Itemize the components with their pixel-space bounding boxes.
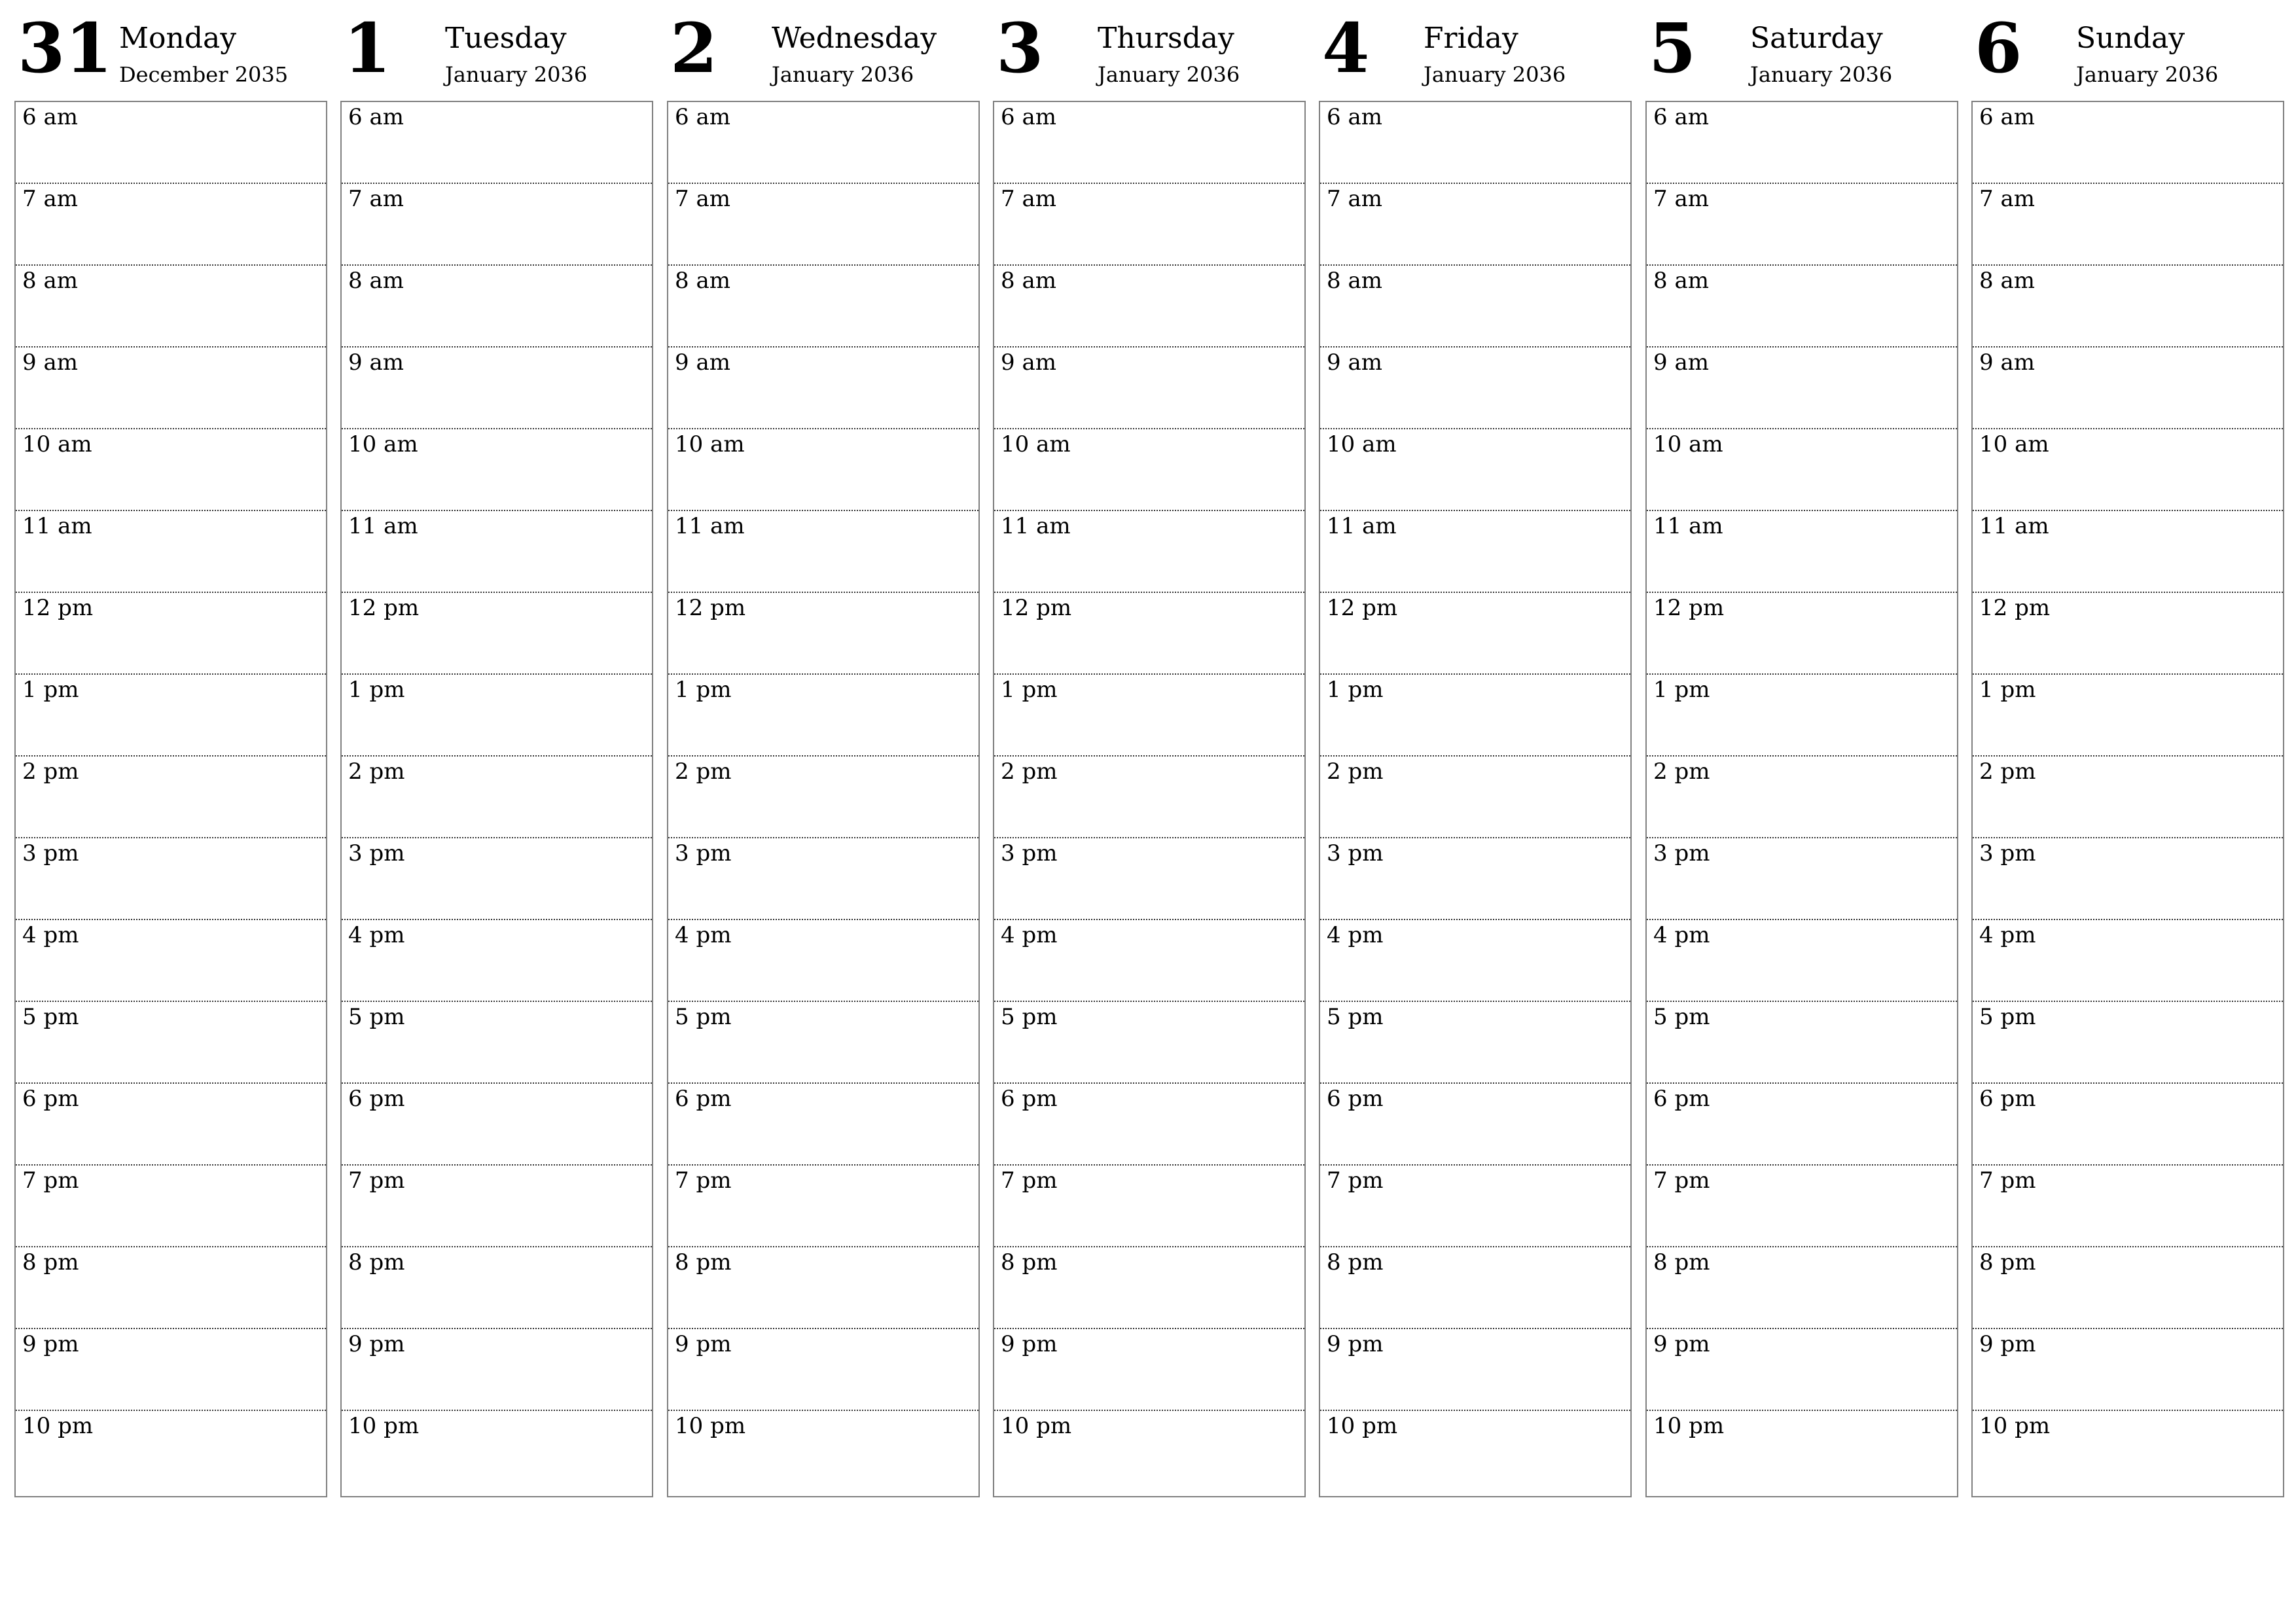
time-slot-label: 7 am — [1653, 186, 1709, 212]
time-slot-label: 10 pm — [1653, 1413, 1725, 1439]
time-slot-label: 9 pm — [22, 1331, 79, 1357]
time-slot-label: 8 pm — [1653, 1249, 1710, 1275]
time-slot[interactable] — [1973, 102, 2283, 184]
hourly-schedule-box — [993, 101, 1306, 1497]
time-slot[interactable] — [1973, 920, 2283, 1002]
time-slot[interactable] — [668, 1084, 978, 1166]
day-header — [1971, 0, 2284, 98]
time-slot-label: 2 pm — [1979, 758, 2036, 785]
time-slot-label: 10 pm — [675, 1413, 746, 1439]
time-slot[interactable] — [668, 1002, 978, 1084]
time-slot-label: 7 pm — [348, 1168, 405, 1194]
time-slot[interactable] — [342, 429, 652, 511]
time-slot-label: 10 pm — [1979, 1413, 2051, 1439]
time-slot-label: 5 pm — [22, 1004, 79, 1030]
time-slot[interactable] — [994, 920, 1304, 1002]
time-slot[interactable] — [342, 511, 652, 593]
time-slot[interactable] — [16, 920, 326, 1002]
time-slot-label: 1 pm — [1327, 677, 1384, 703]
time-slot[interactable] — [994, 1329, 1304, 1411]
time-slot-label: 12 pm — [1653, 595, 1725, 621]
day-header — [1319, 0, 1632, 98]
time-slot[interactable] — [16, 1329, 326, 1411]
time-slot-label: 1 pm — [1001, 677, 1058, 703]
time-slot-label: 2 pm — [348, 758, 405, 785]
time-slot-label: 6 am — [1653, 104, 1709, 130]
time-slot[interactable] — [1647, 184, 1957, 266]
hourly-schedule-box — [1971, 101, 2284, 1497]
time-slot-label: 9 am — [1653, 349, 1709, 376]
time-slot-label: 10 am — [1327, 431, 1397, 457]
time-slot[interactable] — [1320, 511, 1630, 593]
time-slot[interactable] — [994, 511, 1304, 593]
month-year: January 2036 — [1750, 62, 1893, 87]
day-header — [1645, 0, 1958, 98]
time-slot[interactable] — [668, 838, 978, 920]
time-slot[interactable] — [668, 593, 978, 675]
time-slot[interactable] — [342, 348, 652, 429]
month-year: December 2035 — [119, 62, 289, 87]
time-slot[interactable] — [1647, 102, 1957, 184]
time-slot-label: 11 am — [1653, 513, 1723, 539]
time-slot-label: 8 am — [348, 268, 404, 294]
time-slot-label: 10 pm — [1327, 1413, 1398, 1439]
time-slot[interactable] — [668, 1329, 978, 1411]
time-slot-label: 11 am — [22, 513, 92, 539]
time-slot-label: 4 pm — [675, 922, 732, 948]
time-slot-label: 9 am — [1001, 349, 1056, 376]
weekday-name: Sunday — [2076, 22, 2185, 55]
time-slot-label: 8 pm — [675, 1249, 732, 1275]
time-slot[interactable] — [16, 838, 326, 920]
time-slot-label: 5 pm — [675, 1004, 732, 1030]
time-slot-label: 10 am — [22, 431, 92, 457]
time-slot-label: 12 pm — [1327, 595, 1398, 621]
time-slot-label: 6 pm — [1001, 1086, 1058, 1112]
day-number: 4 — [1322, 8, 1370, 88]
time-slot[interactable] — [16, 348, 326, 429]
time-slot-label: 12 pm — [1001, 595, 1072, 621]
month-year: January 2036 — [772, 62, 914, 87]
time-slot[interactable] — [1973, 1411, 2283, 1493]
day-header — [667, 0, 980, 98]
time-slot-label: 8 am — [1653, 268, 1709, 294]
time-slot-label: 4 pm — [1001, 922, 1058, 948]
time-slot[interactable] — [16, 511, 326, 593]
time-slot[interactable] — [1320, 593, 1630, 675]
time-slot-label: 10 pm — [22, 1413, 94, 1439]
weekday-name: Saturday — [1750, 22, 1883, 55]
time-slot-label: 2 pm — [1653, 758, 1710, 785]
time-slot-label: 10 am — [1979, 431, 2049, 457]
time-slot-label: 5 pm — [1653, 1004, 1710, 1030]
time-slot-label: 11 am — [1979, 513, 2049, 539]
time-slot-label: 7 am — [1327, 186, 1382, 212]
day-number: 5 — [1649, 8, 1696, 88]
time-slot-label: 5 pm — [1327, 1004, 1384, 1030]
time-slot-label: 6 pm — [675, 1086, 732, 1112]
time-slot[interactable] — [1973, 838, 2283, 920]
time-slot[interactable] — [16, 593, 326, 675]
time-slot-label: 11 am — [348, 513, 418, 539]
time-slot[interactable] — [342, 184, 652, 266]
time-slot-label: 2 pm — [22, 758, 79, 785]
time-slot[interactable] — [994, 675, 1304, 757]
time-slot-label: 8 pm — [22, 1249, 79, 1275]
time-slot[interactable] — [1320, 838, 1630, 920]
weekday-name: Monday — [119, 22, 237, 55]
time-slot[interactable] — [16, 1084, 326, 1166]
time-slot[interactable] — [16, 102, 326, 184]
time-slot[interactable] — [668, 348, 978, 429]
time-slot-label: 2 pm — [1001, 758, 1058, 785]
time-slot-label: 1 pm — [1653, 677, 1710, 703]
time-slot[interactable] — [668, 1411, 978, 1493]
time-slot[interactable] — [1973, 1166, 2283, 1247]
time-slot[interactable] — [668, 1166, 978, 1247]
time-slot-label: 9 am — [22, 349, 78, 376]
time-slot-label: 9 am — [1979, 349, 2035, 376]
time-slot[interactable] — [1320, 348, 1630, 429]
time-slot-label: 7 pm — [1653, 1168, 1710, 1194]
time-slot-label: 12 pm — [348, 595, 420, 621]
time-slot[interactable] — [342, 1411, 652, 1493]
hourly-schedule-box — [340, 101, 653, 1497]
time-slot[interactable] — [668, 1247, 978, 1329]
time-slot[interactable] — [1973, 675, 2283, 757]
day-number: 3 — [996, 8, 1044, 88]
time-slot[interactable] — [1320, 1084, 1630, 1166]
time-slot[interactable] — [1647, 1411, 1957, 1493]
time-slot[interactable] — [342, 838, 652, 920]
time-slot-label: 4 pm — [1653, 922, 1710, 948]
time-slot[interactable] — [16, 184, 326, 266]
time-slot-label: 9 pm — [1001, 1331, 1058, 1357]
time-slot-label: 1 pm — [675, 677, 732, 703]
time-slot-label: 11 am — [675, 513, 745, 539]
time-slot[interactable] — [1647, 511, 1957, 593]
time-slot[interactable] — [994, 1084, 1304, 1166]
time-slot-label: 9 pm — [675, 1331, 732, 1357]
time-slot-label: 8 am — [1979, 268, 2035, 294]
time-slot-label: 4 pm — [1979, 922, 2036, 948]
time-slot[interactable] — [16, 266, 326, 348]
time-slot-label: 3 pm — [1001, 840, 1058, 866]
time-slot-label: 10 am — [348, 431, 418, 457]
time-slot[interactable] — [994, 1247, 1304, 1329]
hourly-schedule-box — [14, 101, 327, 1497]
day-number: 1 — [344, 8, 391, 88]
time-slot[interactable] — [668, 675, 978, 757]
time-slot[interactable] — [1973, 511, 2283, 593]
hourly-schedule-box — [1319, 101, 1632, 1497]
time-slot-label: 1 pm — [348, 677, 405, 703]
time-slot-label: 6 pm — [22, 1086, 79, 1112]
time-slot[interactable] — [1647, 1166, 1957, 1247]
time-slot[interactable] — [1320, 184, 1630, 266]
day-header — [340, 0, 653, 98]
time-slot[interactable] — [994, 838, 1304, 920]
time-slot[interactable] — [668, 920, 978, 1002]
time-slot[interactable] — [994, 593, 1304, 675]
time-slot[interactable] — [16, 757, 326, 838]
time-slot-label: 8 pm — [348, 1249, 405, 1275]
time-slot-label: 7 am — [1979, 186, 2035, 212]
time-slot-label: 7 am — [22, 186, 78, 212]
time-slot[interactable] — [1647, 593, 1957, 675]
time-slot[interactable] — [1647, 1247, 1957, 1329]
time-slot-label: 9 pm — [1653, 1331, 1710, 1357]
time-slot-label: 3 pm — [1653, 840, 1710, 866]
time-slot-label: 7 pm — [1327, 1168, 1384, 1194]
time-slot-label: 10 pm — [1001, 1413, 1072, 1439]
time-slot[interactable] — [1647, 1329, 1957, 1411]
time-slot-label: 6 am — [675, 104, 730, 130]
time-slot[interactable] — [1647, 757, 1957, 838]
time-slot[interactable] — [994, 184, 1304, 266]
time-slot-label: 9 pm — [1327, 1331, 1384, 1357]
time-slot[interactable] — [16, 1411, 326, 1493]
time-slot[interactable] — [1973, 1247, 2283, 1329]
time-slot[interactable] — [994, 1411, 1304, 1493]
time-slot-label: 3 pm — [22, 840, 79, 866]
day-header — [14, 0, 327, 98]
time-slot[interactable] — [1973, 1084, 2283, 1166]
weekday-name: Tuesday — [445, 22, 567, 55]
time-slot-label: 6 am — [1001, 104, 1056, 130]
time-slot[interactable] — [668, 511, 978, 593]
time-slot[interactable] — [1320, 1247, 1630, 1329]
time-slot-label: 6 am — [348, 104, 404, 130]
time-slot-label: 2 pm — [1327, 758, 1384, 785]
time-slot[interactable] — [994, 757, 1304, 838]
time-slot-label: 5 pm — [348, 1004, 405, 1030]
weekday-name: Wednesday — [772, 22, 937, 55]
time-slot-label: 6 pm — [1327, 1086, 1384, 1112]
weekday-name: Friday — [1424, 22, 1518, 55]
time-slot[interactable] — [342, 1247, 652, 1329]
time-slot[interactable] — [1973, 1002, 2283, 1084]
time-slot[interactable] — [1647, 266, 1957, 348]
time-slot-label: 12 pm — [675, 595, 746, 621]
weekday-name: Thursday — [1098, 22, 1234, 55]
time-slot[interactable] — [1973, 184, 2283, 266]
hourly-schedule-box — [667, 101, 980, 1497]
time-slot-label: 8 am — [1001, 268, 1056, 294]
time-slot[interactable] — [342, 102, 652, 184]
time-slot-label: 6 am — [1327, 104, 1382, 130]
time-slot-label: 4 pm — [348, 922, 405, 948]
time-slot[interactable] — [1320, 1411, 1630, 1493]
time-slot-label: 7 pm — [22, 1168, 79, 1194]
time-slot[interactable] — [1320, 1002, 1630, 1084]
time-slot[interactable] — [1973, 348, 2283, 429]
time-slot[interactable] — [994, 429, 1304, 511]
time-slot[interactable] — [1647, 675, 1957, 757]
time-slot[interactable] — [1647, 348, 1957, 429]
time-slot[interactable] — [342, 757, 652, 838]
time-slot-label: 10 pm — [348, 1413, 420, 1439]
time-slot[interactable] — [1647, 838, 1957, 920]
time-slot[interactable] — [342, 1166, 652, 1247]
time-slot-label: 8 pm — [1327, 1249, 1384, 1275]
time-slot[interactable] — [342, 1329, 652, 1411]
time-slot[interactable] — [1647, 1084, 1957, 1166]
time-slot-label: 7 am — [348, 186, 404, 212]
time-slot-label: 12 pm — [22, 595, 94, 621]
time-slot-label: 7 am — [675, 186, 730, 212]
time-slot-label: 6 pm — [1653, 1086, 1710, 1112]
time-slot-label: 8 pm — [1979, 1249, 2036, 1275]
time-slot-label: 6 am — [22, 104, 78, 130]
time-slot-label: 6 pm — [348, 1086, 405, 1112]
time-slot[interactable] — [1320, 429, 1630, 511]
time-slot-label: 10 am — [1001, 431, 1071, 457]
time-slot-label: 7 am — [1001, 186, 1056, 212]
time-slot[interactable] — [342, 1002, 652, 1084]
time-slot[interactable] — [668, 266, 978, 348]
time-slot-label: 8 pm — [1001, 1249, 1058, 1275]
time-slot-label: 9 am — [1327, 349, 1382, 376]
time-slot-label: 8 am — [1327, 268, 1382, 294]
time-slot[interactable] — [16, 1247, 326, 1329]
time-slot[interactable] — [1320, 1166, 1630, 1247]
time-slot[interactable] — [342, 1084, 652, 1166]
day-number: 6 — [1975, 8, 2022, 88]
time-slot[interactable] — [16, 1002, 326, 1084]
time-slot-label: 3 pm — [1327, 840, 1384, 866]
time-slot-label: 3 pm — [675, 840, 732, 866]
day-number: 31 — [18, 8, 113, 88]
time-slot-label: 9 pm — [348, 1331, 405, 1357]
time-slot[interactable] — [342, 675, 652, 757]
time-slot-label: 1 pm — [22, 677, 79, 703]
time-slot-label: 12 pm — [1979, 595, 2051, 621]
time-slot[interactable] — [1973, 593, 2283, 675]
month-year: January 2036 — [1098, 62, 1240, 87]
time-slot[interactable] — [668, 429, 978, 511]
time-slot[interactable] — [16, 1166, 326, 1247]
time-slot[interactable] — [994, 1166, 1304, 1247]
time-slot[interactable] — [342, 266, 652, 348]
time-slot[interactable] — [668, 757, 978, 838]
time-slot[interactable] — [1320, 102, 1630, 184]
time-slot[interactable] — [1320, 266, 1630, 348]
time-slot-label: 11 am — [1001, 513, 1071, 539]
time-slot[interactable] — [994, 266, 1304, 348]
time-slot-label: 7 pm — [1979, 1168, 2036, 1194]
time-slot-label: 9 am — [675, 349, 730, 376]
time-slot-label: 5 pm — [1979, 1004, 2036, 1030]
time-slot[interactable] — [994, 102, 1304, 184]
time-slot-label: 9 am — [348, 349, 404, 376]
time-slot[interactable] — [1647, 920, 1957, 1002]
time-slot[interactable] — [342, 593, 652, 675]
day-header — [993, 0, 1306, 98]
time-slot[interactable] — [1973, 757, 2283, 838]
month-year: January 2036 — [1424, 62, 1566, 87]
time-slot[interactable] — [1973, 1329, 2283, 1411]
time-slot-label: 4 pm — [1327, 922, 1384, 948]
time-slot-label: 1 pm — [1979, 677, 2036, 703]
time-slot[interactable] — [16, 429, 326, 511]
time-slot[interactable] — [342, 920, 652, 1002]
time-slot-label: 7 pm — [1001, 1168, 1058, 1194]
hourly-schedule-box — [1645, 101, 1958, 1497]
month-year: January 2036 — [2076, 62, 2219, 87]
time-slot-label: 9 pm — [1979, 1331, 2036, 1357]
time-slot[interactable] — [1320, 675, 1630, 757]
time-slot[interactable] — [1647, 429, 1957, 511]
time-slot-label: 3 pm — [1979, 840, 2036, 866]
time-slot-label: 4 pm — [22, 922, 79, 948]
time-slot-label: 3 pm — [348, 840, 405, 866]
time-slot-label: 10 am — [1653, 431, 1723, 457]
time-slot[interactable] — [994, 348, 1304, 429]
day-number: 2 — [670, 8, 718, 88]
time-slot-label: 2 pm — [675, 758, 732, 785]
time-slot-label: 7 pm — [675, 1168, 732, 1194]
time-slot[interactable] — [1647, 1002, 1957, 1084]
time-slot-label: 5 pm — [1001, 1004, 1058, 1030]
time-slot-label: 6 am — [1979, 104, 2035, 130]
time-slot[interactable] — [668, 184, 978, 266]
time-slot-label: 10 am — [675, 431, 745, 457]
time-slot[interactable] — [1320, 920, 1630, 1002]
time-slot[interactable] — [1320, 1329, 1630, 1411]
time-slot-label: 8 am — [22, 268, 78, 294]
time-slot[interactable] — [16, 675, 326, 757]
time-slot-label: 11 am — [1327, 513, 1397, 539]
time-slot[interactable] — [668, 102, 978, 184]
time-slot[interactable] — [1973, 429, 2283, 511]
time-slot-label: 8 am — [675, 268, 730, 294]
time-slot[interactable] — [1320, 757, 1630, 838]
time-slot[interactable] — [994, 1002, 1304, 1084]
time-slot[interactable] — [1973, 266, 2283, 348]
time-slot-label: 6 pm — [1979, 1086, 2036, 1112]
month-year: January 2036 — [445, 62, 588, 87]
